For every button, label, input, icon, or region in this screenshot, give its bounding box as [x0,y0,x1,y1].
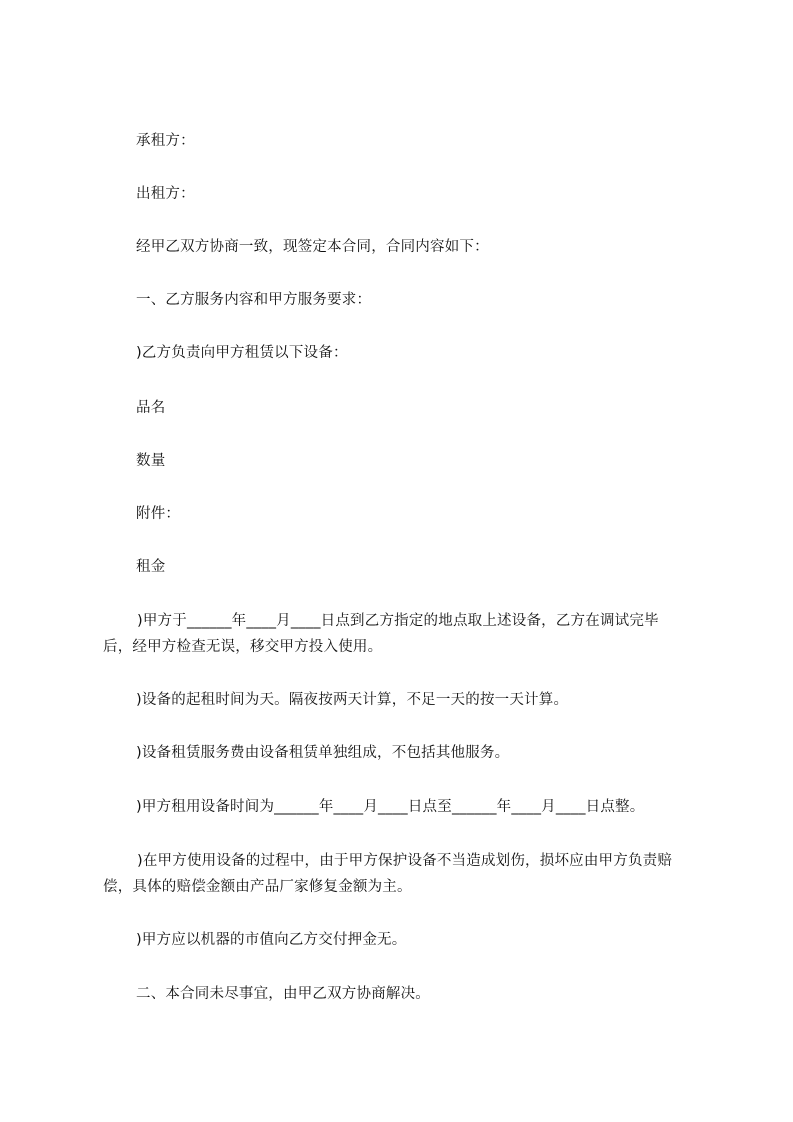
lessee-line: 承租方： [136,133,195,149]
clause-pickup: )甲方于______年____月____日点到乙方指定的地点取上述设备，乙方在调试完毕后，经甲方检查无误，移交甲方投入使用。 [103,613,659,655]
section-one-heading: 一、乙方服务内容和甲方服务要求： [136,292,372,308]
field-rent: 租金 [136,559,166,575]
field-quantity: 数量 [136,453,166,469]
section-two-heading: 二、本合同未尽事宜，由甲乙双方协商解决。 [136,986,430,1002]
agreement-intro: 经甲乙双方协商一致，现签定本合同，合同内容如下： [136,239,489,255]
clause-damage-compensation: )在甲方使用设备的过程中，由于甲方保护设备不当造成划伤，损坏应由甲方负责赔偿，具体的赔偿金额由产品厂家修复金额为主。 [103,853,673,895]
clause-rent-start: )设备的起租时间为天。隔夜按两天计算，不足一天的按一天计算。 [136,692,569,708]
field-product-name: 品名 [136,400,166,416]
clause-deposit: )甲方应以机器的市值向乙方交付押金无。 [136,932,407,948]
clause-rental-period: )甲方租用设备时间为______年____月____日点至______年____月____日点整。 [136,799,645,815]
field-attachments: 附件： [136,506,181,522]
lessor-line: 出租方： [136,186,195,202]
clause-equipment-list: )乙方负责向甲方租赁以下设备： [136,345,348,361]
clause-service-fee: )设备租赁服务费由设备租赁单独组成，不包括其他服务。 [136,745,510,761]
